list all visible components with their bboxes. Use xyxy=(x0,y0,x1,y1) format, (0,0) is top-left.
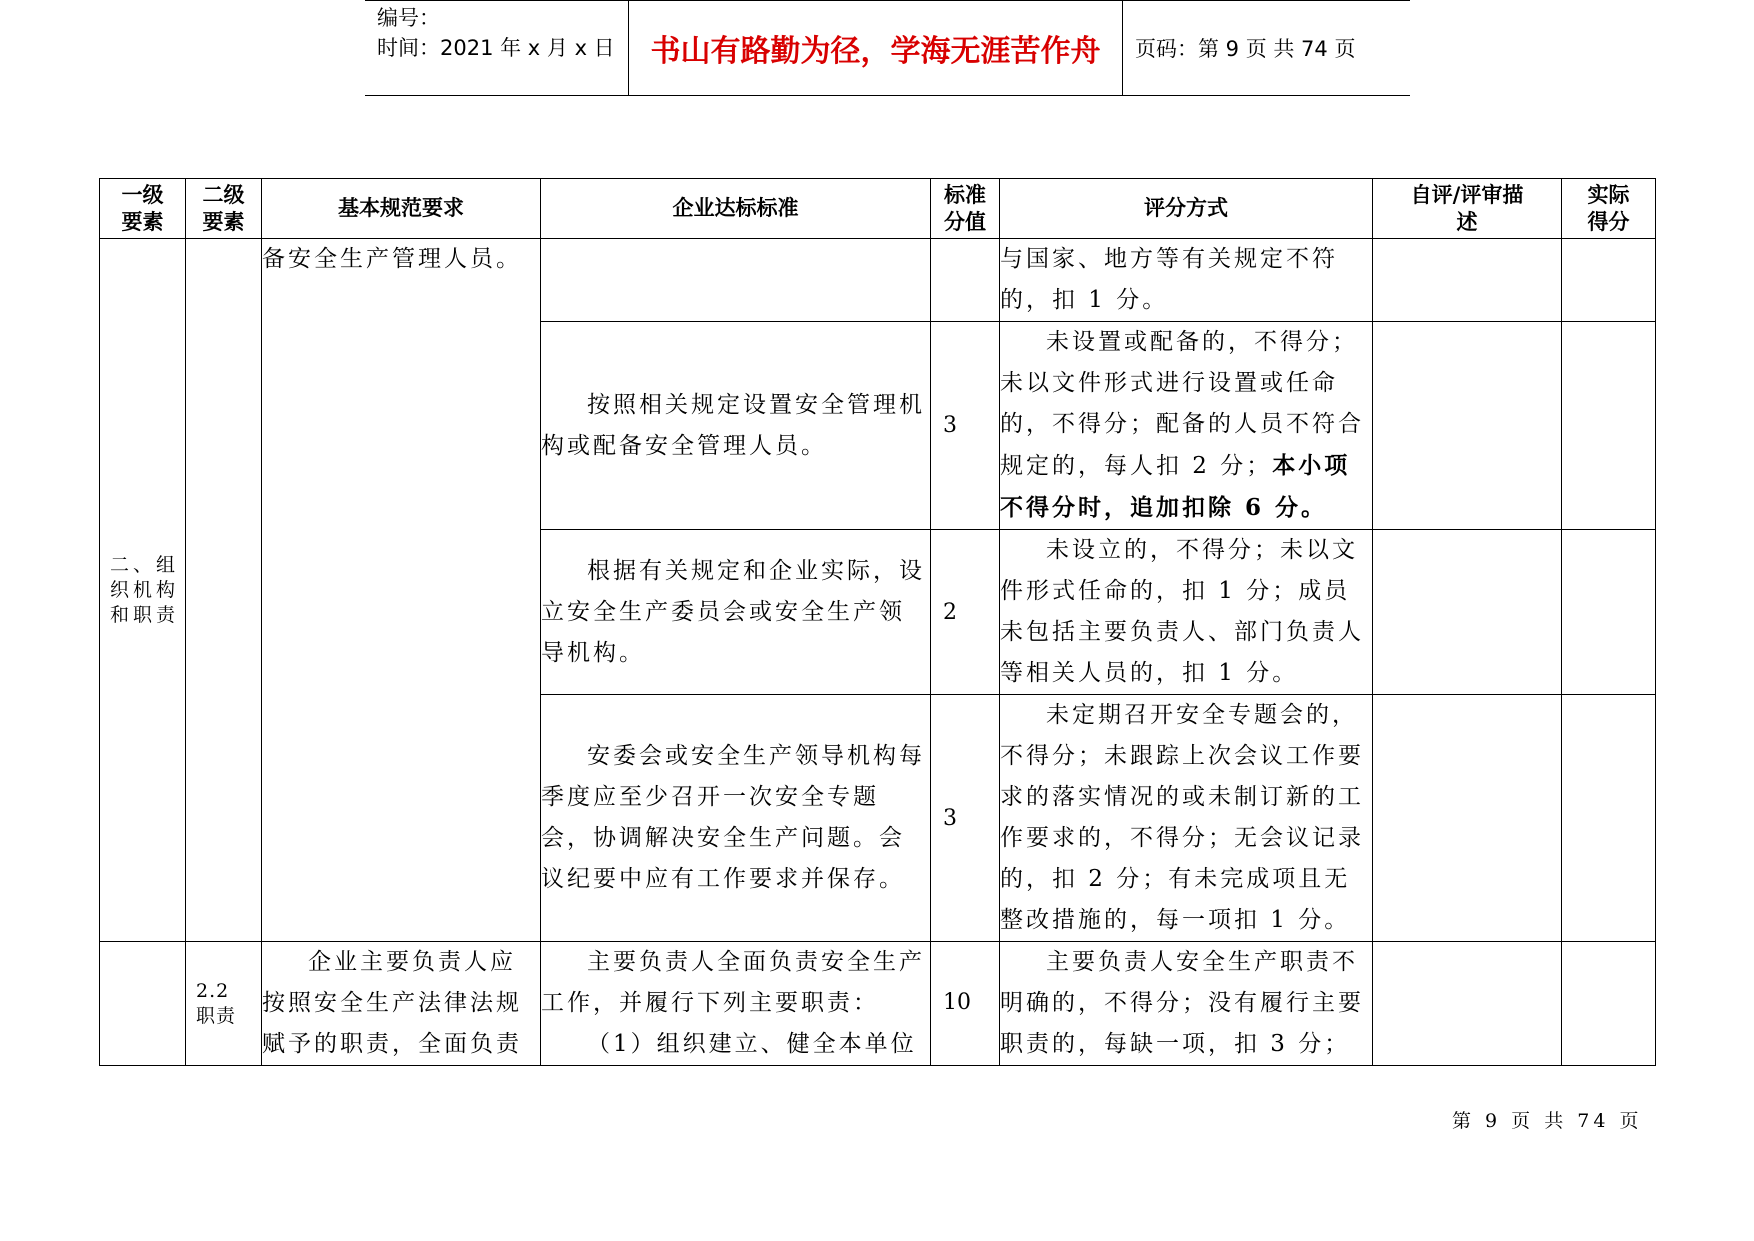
self-eval-cell xyxy=(1373,530,1562,695)
standard-item: （1）组织建立、健全本单位 xyxy=(587,1031,917,1057)
standard-cell: 安委会或安全生产领导机构每季度应至少召开一次安全专题会，协调解决安全生产问题。会议纪要中应有工作要求并保存。 xyxy=(541,695,931,942)
standard-table xyxy=(99,178,1656,1066)
table-row xyxy=(100,942,1656,1066)
self-eval-cell xyxy=(1373,322,1562,530)
col-header-basic: 基本规范要求 xyxy=(262,179,541,239)
col-header-level1: 一级要素 xyxy=(100,179,186,239)
score-cell xyxy=(931,239,1000,322)
method-cell: 未定期召开安全专题会的，不得分；未跟踪上次会议工作要求的落实情况的或未制订新的工作要求的，不得分；无会议记录的，扣 2 分；有未完成项且无整改措施的，每一项扣 1 分。 xyxy=(1000,695,1373,942)
page-info: 页码：第 9 页 共 74 页 xyxy=(1135,37,1356,61)
header-meta xyxy=(365,1,629,95)
actual-score-cell xyxy=(1562,942,1656,1066)
method-cell: 与国家、地方等有关规定不符的，扣 1 分。 xyxy=(1000,239,1373,322)
actual-score-cell xyxy=(1562,695,1656,942)
self-eval-cell xyxy=(1373,239,1562,322)
score-value: 10 xyxy=(943,990,971,1015)
score-cell: 2 xyxy=(931,530,1000,695)
motto: 书山有路勤为径，学海无涯苦作舟 xyxy=(629,1,1123,95)
standard-text: 主要负责人全面负责安全生产工作，并履行下列主要职责： xyxy=(541,949,925,1016)
actual-score-cell xyxy=(1562,239,1656,322)
level2-cell-empty xyxy=(186,239,262,942)
serial-label: 编号： xyxy=(377,6,440,30)
col-header-actual: 实际得分 xyxy=(1562,179,1656,239)
level1-cell-continued xyxy=(100,942,186,1066)
standard-cell: 按照相关规定设置安全管理机构或配备安全管理人员。 xyxy=(541,322,931,530)
score-cell: 3 xyxy=(931,695,1000,942)
level2-cell: 2.2 职责 xyxy=(186,942,262,1066)
method-normal: 未设置或配备的，不得分；未以文件形式进行设置或任命的，不得分；配备的人员不符合规定的，每人扣 2 分； xyxy=(1000,329,1364,479)
self-eval-cell xyxy=(1373,942,1562,1066)
method-cell: 主要负责人安全生产职责不明确的，不得分；没有履行主要职责的，每缺一项，扣 3 分； xyxy=(1000,942,1373,1066)
level1-cell: 二、组织机构和职责 xyxy=(100,239,186,942)
page-header xyxy=(365,0,1410,96)
standard-cell: 根据有关规定和企业实际，设立安全生产委员会或安全生产领导机构。 xyxy=(541,530,931,695)
col-header-standard: 企业达标标准 xyxy=(541,179,931,239)
table-row xyxy=(100,239,1656,322)
basic-requirement-cell: 备安全生产管理人员。 xyxy=(262,239,541,942)
time-label: 时间：2021 年 x 月 x 日 xyxy=(377,36,615,60)
self-eval-cell xyxy=(1373,695,1562,942)
score-cell: 3 xyxy=(931,322,1000,530)
standard-cell xyxy=(541,942,931,1066)
col-header-score: 标准分值 xyxy=(931,179,1000,239)
method-bold-note: 本小项不得分时，追加扣除 6 分。 xyxy=(1000,452,1351,521)
page-footer: 第 9 页 共 74 页 xyxy=(1452,1110,1643,1132)
col-header-self-eval: 自评/评审描 述 xyxy=(1373,179,1562,239)
table-header-row xyxy=(100,179,1656,239)
method-cell xyxy=(1000,322,1373,530)
actual-score-cell xyxy=(1562,530,1656,695)
standard-cell xyxy=(541,239,931,322)
actual-score-cell xyxy=(1562,322,1656,530)
header-page-info xyxy=(1123,1,1410,95)
score-cell xyxy=(931,942,1000,1066)
col-header-method: 评分方式 xyxy=(1000,179,1373,239)
method-text xyxy=(1000,322,1372,529)
method-cell: 未设立的，不得分；未以文件形式任命的，扣 1 分；成员未包括主要负责人、部门负责人等相关人员的，扣 1 分。 xyxy=(1000,530,1373,695)
basic-requirement-cell: 企业主要负责人应按照安全生产法律法规赋予的职责，全面负责 xyxy=(262,942,541,1066)
col-header-level2: 二级要素 xyxy=(186,179,262,239)
